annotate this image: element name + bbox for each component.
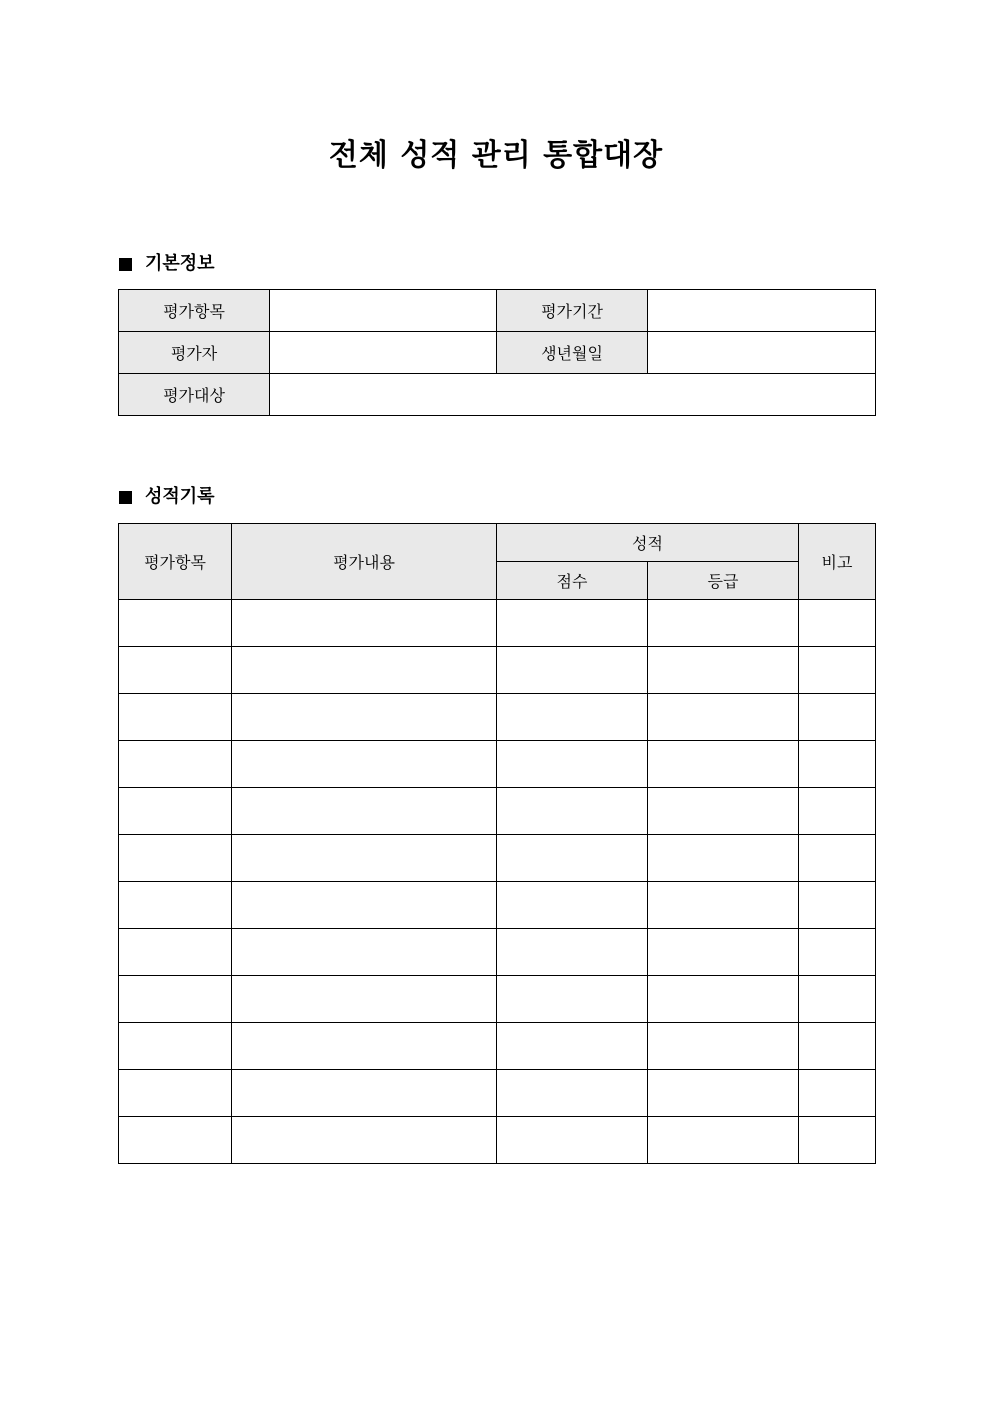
table-row [119, 976, 876, 1023]
eval-target-label: 평가대상 [119, 374, 270, 416]
cell-rank[interactable] [648, 1023, 799, 1070]
cell-content[interactable] [232, 835, 497, 882]
basic-info-heading [119, 252, 215, 276]
cell-note[interactable] [799, 647, 876, 694]
cell-content[interactable] [232, 976, 497, 1023]
cell-score[interactable] [497, 788, 648, 835]
col-header-note: 비고 [799, 524, 876, 600]
table-row [119, 741, 876, 788]
info-row [119, 374, 876, 416]
cell-score[interactable] [497, 741, 648, 788]
cell-rank[interactable] [648, 647, 799, 694]
cell-note[interactable] [799, 1023, 876, 1070]
cell-rank[interactable] [648, 694, 799, 741]
cell-score[interactable] [497, 929, 648, 976]
eval-period-label: 평가기간 [497, 290, 648, 332]
square-bullet-icon [119, 491, 132, 504]
cell-note[interactable] [799, 1117, 876, 1164]
cell-content[interactable] [232, 1070, 497, 1117]
cell-score[interactable] [497, 882, 648, 929]
cell-note[interactable] [799, 882, 876, 929]
cell-score[interactable] [497, 600, 648, 647]
cell-rank[interactable] [648, 788, 799, 835]
col-header-rank: 등급 [648, 562, 799, 600]
cell-note[interactable] [799, 976, 876, 1023]
cell-score[interactable] [497, 1117, 648, 1164]
col-header-content: 평가내용 [232, 524, 497, 600]
cell-content[interactable] [232, 788, 497, 835]
cell-content[interactable] [232, 882, 497, 929]
info-row [119, 332, 876, 374]
cell-item[interactable] [119, 976, 232, 1023]
cell-rank[interactable] [648, 835, 799, 882]
cell-score[interactable] [497, 647, 648, 694]
table-row [119, 1023, 876, 1070]
cell-rank[interactable] [648, 600, 799, 647]
col-header-grade-group: 성적 [497, 524, 799, 562]
cell-item[interactable] [119, 647, 232, 694]
evaluator-label: 평가자 [119, 332, 270, 374]
cell-note[interactable] [799, 835, 876, 882]
basic-info-table [118, 289, 876, 416]
cell-content[interactable] [232, 647, 497, 694]
cell-item[interactable] [119, 741, 232, 788]
cell-score[interactable] [497, 694, 648, 741]
cell-item[interactable] [119, 1023, 232, 1070]
eval-item-field[interactable] [270, 290, 497, 332]
birth-date-field[interactable] [648, 332, 876, 374]
eval-target-field[interactable] [270, 374, 876, 416]
cell-note[interactable] [799, 929, 876, 976]
cell-score[interactable] [497, 976, 648, 1023]
table-row [119, 600, 876, 647]
cell-rank[interactable] [648, 929, 799, 976]
cell-content[interactable] [232, 1117, 497, 1164]
cell-content[interactable] [232, 694, 497, 741]
square-bullet-icon [119, 258, 132, 271]
cell-rank[interactable] [648, 976, 799, 1023]
page-title: 전체 성적 관리 통합대장 [328, 138, 664, 173]
eval-item-label: 평가항목 [119, 290, 270, 332]
table-row [119, 788, 876, 835]
grade-rows [119, 600, 876, 1164]
grade-records-table [118, 523, 876, 1164]
table-row [119, 929, 876, 976]
cell-score[interactable] [497, 1070, 648, 1117]
cell-item[interactable] [119, 1117, 232, 1164]
evaluator-field[interactable] [270, 332, 497, 374]
cell-content[interactable] [232, 929, 497, 976]
cell-content[interactable] [232, 1023, 497, 1070]
eval-period-field[interactable] [648, 290, 876, 332]
cell-item[interactable] [119, 835, 232, 882]
cell-rank[interactable] [648, 1070, 799, 1117]
cell-note[interactable] [799, 600, 876, 647]
cell-rank[interactable] [648, 741, 799, 788]
cell-content[interactable] [232, 741, 497, 788]
table-row [119, 1070, 876, 1117]
cell-item[interactable] [119, 882, 232, 929]
cell-note[interactable] [799, 694, 876, 741]
basic-info-heading-text: 기본정보 [145, 253, 215, 274]
cell-item[interactable] [119, 1070, 232, 1117]
cell-note[interactable] [799, 1070, 876, 1117]
cell-content[interactable] [232, 600, 497, 647]
cell-rank[interactable] [648, 1117, 799, 1164]
cell-rank[interactable] [648, 882, 799, 929]
cell-score[interactable] [497, 835, 648, 882]
cell-item[interactable] [119, 600, 232, 647]
cell-note[interactable] [799, 741, 876, 788]
table-row [119, 882, 876, 929]
cell-item[interactable] [119, 694, 232, 741]
col-header-score: 점수 [497, 562, 648, 600]
birth-date-label: 생년월일 [497, 332, 648, 374]
table-row [119, 1117, 876, 1164]
col-header-item: 평가항목 [119, 524, 232, 600]
header-row [119, 524, 876, 562]
info-row [119, 290, 876, 332]
table-row [119, 647, 876, 694]
cell-note[interactable] [799, 788, 876, 835]
cell-item[interactable] [119, 929, 232, 976]
cell-score[interactable] [497, 1023, 648, 1070]
grade-records-heading [119, 485, 215, 509]
grade-records-heading-text: 성적기록 [145, 486, 215, 507]
cell-item[interactable] [119, 788, 232, 835]
table-row [119, 694, 876, 741]
table-row [119, 835, 876, 882]
